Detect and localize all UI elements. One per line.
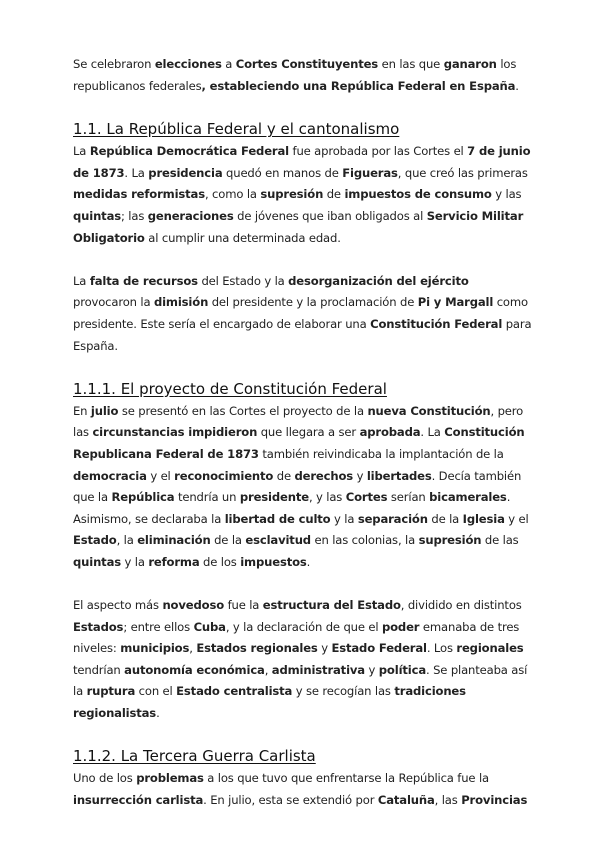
paragraph-estructura-estado: El aspecto más novedoso fue la estructura del Estado, dividido en distintos Estados; entre ellos Cuba, y la declaración de que el poder emanaba de tres niveles: municipios, Estados regionales y Estado Federal. Los regionales tendrían autonomía económica, administrativa y política. Se planteaba así la ruptura con el Estado centralista y se recogían las tradiciones regionalistas. <box>73 598 528 721</box>
section-heading-guerra-carlista: 1.1.2. La Tercera Guerra Carlista <box>73 747 316 766</box>
paragraph-guerra-carlista: Uno de los problemas a los que tuvo que enfrentarse la República fue la insurrección carlista. En julio, esta se extendió por Cataluña, las Provincias <box>73 771 528 807</box>
intro-paragraph: Se celebraron elecciones a Cortes Constituyentes en las que ganaron los republicanos federales, estableciendo una República Federal en España. <box>73 57 519 93</box>
document-body <box>73 54 533 811</box>
paragraph-proyecto-constitucion: En julio se presentó en las Cortes el proyecto de la nueva Constitución, pero las circunstancias impidieron que llegara a ser aprobada. La Constitución Republicana Federal de 1873 también reivindicaba la implantación de la democracia y el reconocimiento de derechos y libertades. Decía también que la República tendría un presidente, y las Cortes serían bicamerales. Asimismo, se declaraba la libertad de culto y la separación de la Iglesia y el Estado, la eliminación de la esclavitud en las colonias, la supresión de las quintas y la reforma de los impuestos. <box>73 403 529 569</box>
paragraph-falta-recursos: La falta de recursos del Estado y la desorganización del ejército provocaron la dimisión del presidente y la proclamación de Pi y Margall como presidente. Este sería el encargado de elaborar una Constitución Federal para España. <box>73 273 532 353</box>
section-heading-proyecto-constitucion: 1.1.1. El proyecto de Constitución Federal <box>73 379 387 398</box>
section-heading-republica-federal: 1.1. La República Federal y el cantonalismo <box>73 120 400 139</box>
paragraph-republica-democratica: La República Democrática Federal fue aprobada por las Cortes el 7 de junio de 1873. La presidencia quedó en manos de Figueras, que creó las primeras medidas reformistas, como la supresión de impuestos de consumo y las quintas; las generaciones de jóvenes que iban obligados al Servicio Militar Obligatorio al cumplir una determinada edad. <box>73 144 531 245</box>
